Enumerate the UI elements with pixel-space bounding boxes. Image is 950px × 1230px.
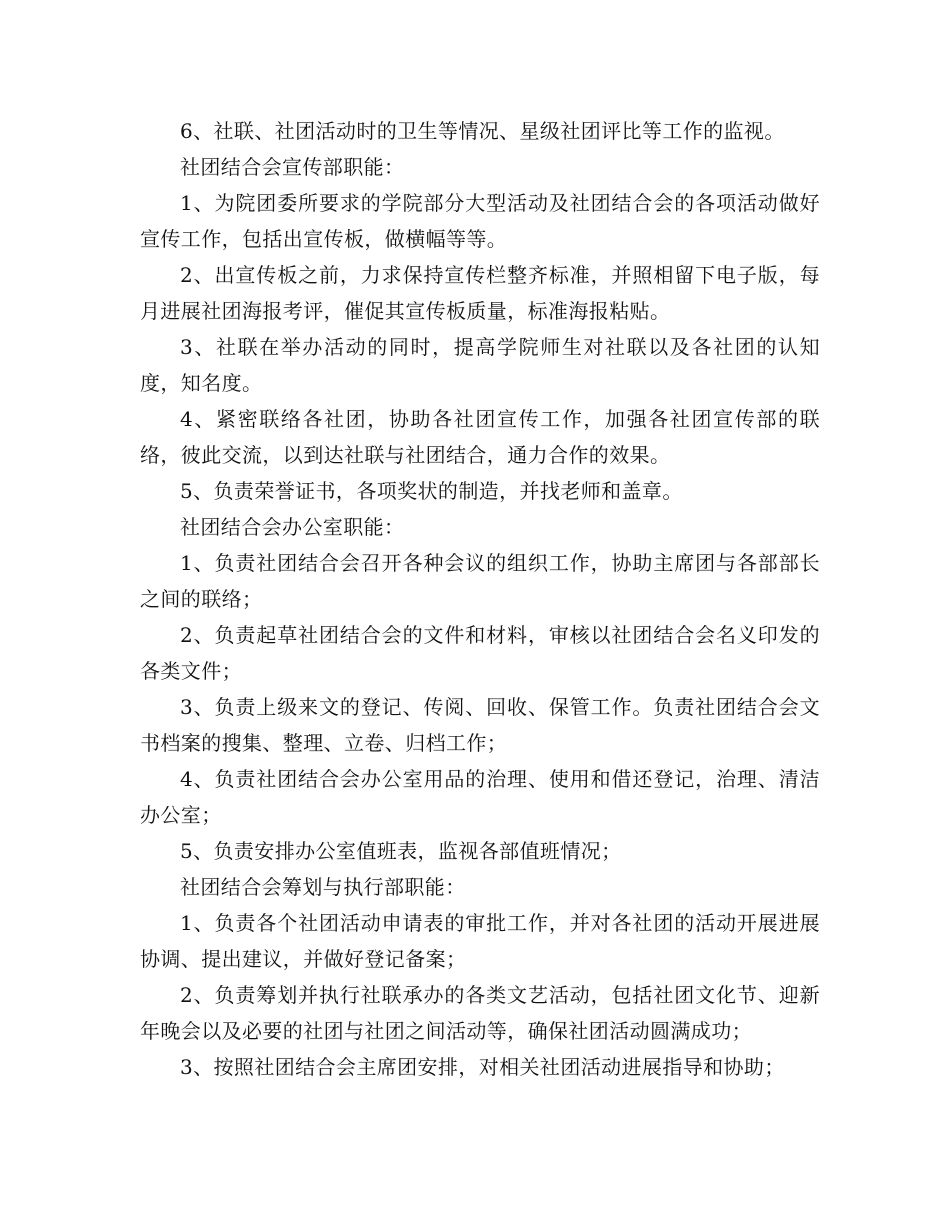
section-heading-publicity: 社团结合会宣传部职能：	[180, 155, 405, 179]
paragraph-publicity-5: 5、负责荣誉证书，各项奖状的制造，并找老师和盖章。	[180, 479, 683, 503]
paragraph-planning-1: 1、负责各个社团活动申请表的审批工作，并对各社团的活动开展进展协调、提出建议，并做好登记备案；	[140, 911, 820, 971]
paragraph-planning-2: 2、负责筹划并执行社联承办的各类文艺活动，包括社团文化节、迎新年晚会以及必要的社团与社团之间活动等，确保社团活动圆满成功；	[140, 983, 820, 1043]
paragraph-item-6: 6、社联、社团活动时的卫生等情况、星级社团评比等工作的监视。	[180, 119, 785, 143]
document-body	[140, 113, 820, 1085]
paragraph-publicity-2: 2、出宣传板之前，力求保持宣传栏整齐标准，并照相留下电子版，每月进展社团海报考评，催促其宣传板质量，标准海报粘贴。	[140, 263, 820, 323]
section-heading-planning: 社团结合会筹划与执行部职能：	[180, 875, 466, 899]
section-heading-office: 社团结合会办公室职能：	[180, 515, 405, 539]
paragraph-office-2: 2、负责起草社团结合会的文件和材料，审核以社团结合会名义印发的各类文件；	[140, 623, 820, 683]
paragraph-office-3: 3、负责上级来文的登记、传阅、回收、保管工作。负责社团结合会文书档案的搜集、整理、立卷、归档工作；	[140, 695, 820, 755]
paragraph-planning-3: 3、按照社团结合会主席团安排，对相关社团活动进展指导和协助；	[180, 1055, 785, 1079]
paragraph-office-1: 1、负责社团结合会召开各种会议的组织工作，协助主席团与各部部长之间的联络；	[140, 551, 820, 611]
paragraph-publicity-3: 3、社联在举办活动的同时，提高学院师生对社联以及各社团的认知度，知名度。	[140, 335, 820, 395]
paragraph-office-4: 4、负责社团结合会办公室用品的治理、使用和借还登记，治理、清洁办公室；	[140, 767, 820, 827]
paragraph-publicity-1: 1、为院团委所要求的学院部分大型活动及社团结合会的各项活动做好宣传工作，包括出宣传板，做横幅等等。	[140, 191, 820, 251]
paragraph-office-5: 5、负责安排办公室值班表，监视各部值班情况；	[180, 839, 622, 863]
paragraph-publicity-4: 4、紧密联络各社团，协助各社团宣传工作，加强各社团宣传部的联络，彼此交流，以到达社联与社团结合，通力合作的效果。	[140, 407, 820, 467]
